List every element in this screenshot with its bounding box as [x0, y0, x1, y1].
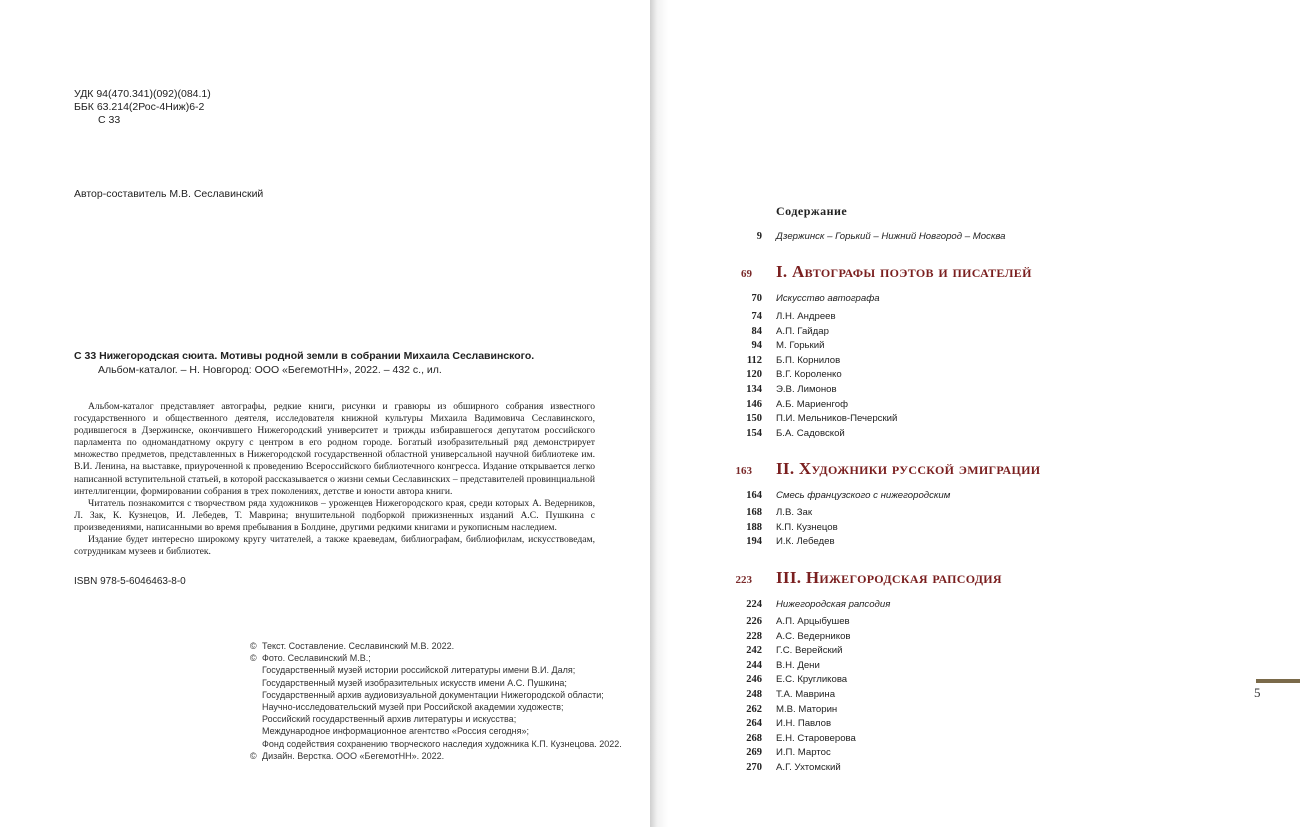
copyright-block [250, 640, 622, 762]
toc-entry[interactable] [650, 645, 1250, 659]
toc-page-number: 9 [756, 231, 762, 242]
toc-entry[interactable] [650, 399, 1250, 413]
toc-page-number: 84 [751, 325, 762, 337]
abstract-paragraph: Альбом-каталог представляет автографы, редкие книги, рисунки и гравюры из обширного собрания известного государственного и общественного деятеля, исследователя книжной культуры Михаила Вадимовича Сеславинского, родившегося в Дзержинске, окончившего Нижегородский университет и трижды избиравшегося депутатом российского парламента по одномандатному округу с центром в его родном городе. Богатый изобразительный ряд демонстрирует множество предметов, представленных в Нижегородской государственной областной универсальной научной библиотеке им. В.И. Ленина, на выставке, приуроченной к проведению Всероссийского библиотечного конгресса. Издание открывается легко написанной вступительной статьей, в которой рассказывается о жизни семьи Сеславинских – представителей провинциальной интеллигенции, формировании собрания в трех поколениях, детстве и юности автора книги. [74, 401, 595, 497]
toc-page-number: 226 [746, 616, 762, 627]
toc-entry[interactable] [650, 762, 1250, 776]
toc-entry[interactable] [650, 369, 1250, 383]
toc-entry-name: Е.С. Кругликова [776, 674, 848, 686]
toc-page-number: 70 [751, 293, 762, 304]
book-gutter-shadow [650, 0, 668, 827]
toc-page-number: 270 [746, 762, 762, 773]
author-sign-line: С 33 [98, 114, 121, 126]
author-line: Автор-составитель М.В. Сеславинский [74, 188, 264, 200]
toc-entry[interactable] [650, 311, 1250, 325]
copyright-design: Дизайн. Верстка. ООО «БегемотНН». 2022. [262, 750, 445, 761]
abstract-paragraph: Читатель познакомится с творчеством ряда художников – уроженцев Нижегородского края, среди которых А. Ведерников, Л. Зак, К. Кузнецов, И. Лебедев, Т. Маврина; внушительной подборкой прижизненных изданий А.С. Пушкина с произведениями, написанными во время пребывания в Болдине, другими редкими книгами и рукописным наследием. [74, 497, 595, 533]
toc-section-title: I. Автографы поэтов и писателей [776, 262, 1032, 281]
photo-source: Государственный архив аудиовизуальной документации Нижегородской области; [262, 689, 604, 700]
toc-section-title: III. Нижегородская рапсодия [776, 568, 1002, 587]
toc-entry-name: И.Н. Павлов [776, 718, 832, 730]
toc-entry[interactable] [650, 490, 1250, 504]
page-number-rule [1256, 679, 1300, 683]
toc-entry-title: Искусство автографа [776, 293, 880, 304]
toc-page-number: 268 [746, 732, 762, 744]
copyright-icon: © [250, 750, 257, 761]
toc-entry[interactable] [650, 355, 1250, 369]
toc-page-number: 244 [746, 659, 762, 671]
copyright-icon: © [250, 641, 257, 651]
toc-entry-name: М. Горький [776, 340, 825, 352]
catalog-title: С 33 Нижегородская сюита. Мотивы родной земли в собрании Михаила Сеславинского. [74, 350, 535, 362]
toc-page-number: 224 [746, 599, 762, 610]
toc-entry-name: И.К. Лебедев [776, 536, 835, 548]
toc-entry-title: Нижегородская рапсодия [776, 599, 891, 610]
toc-section-2[interactable] [650, 459, 1290, 483]
toc-entry[interactable] [650, 733, 1250, 747]
toc-entry[interactable] [650, 747, 1250, 761]
toc-entry[interactable] [650, 616, 1250, 630]
toc-page-number: 94 [751, 340, 762, 352]
toc-entry-name: Э.В. Лимонов [776, 384, 837, 395]
catalog-imprint: Альбом-каталог. – Н. Новгород: ООО «БегемотНН», 2022. – 432 с., ил. [98, 364, 442, 376]
toc-entry[interactable] [650, 384, 1250, 398]
toc-entry[interactable] [650, 718, 1250, 732]
toc-entry-name: Е.Н. Староверова [776, 732, 856, 744]
toc-entry[interactable] [650, 428, 1250, 442]
toc-page-number: 262 [746, 703, 762, 715]
toc-section-page: 163 [735, 465, 752, 477]
photo-source: Государственный музей изобразительных искусств имени А.С. Пушкина; [262, 677, 567, 688]
toc-page-number: 74 [751, 311, 762, 322]
toc-entry-name: Л.Н. Андреев [776, 311, 836, 322]
copyright-text: Текст. Составление. Сеславинский М.В. 2022. [262, 641, 455, 651]
toc-section-page: 69 [741, 268, 752, 280]
udk-line: УДК 94(470.341)(092)(084.1) [74, 88, 211, 100]
toc-entry-name: В.Н. Дени [776, 659, 820, 671]
toc-entry[interactable] [650, 599, 1250, 613]
toc-section-page: 223 [735, 574, 752, 586]
toc-entry[interactable] [650, 674, 1250, 688]
toc-entry[interactable] [650, 326, 1250, 340]
copyright-photo: Фото. Сеславинский М.В.; [262, 653, 371, 664]
copyright-icon: © [250, 653, 257, 664]
toc-entry-name: Г.С. Верейский [776, 645, 843, 657]
page-number: 5 [1254, 685, 1261, 700]
photo-source: Государственный музей истории российской литературы имени В.И. Даля; [262, 665, 576, 676]
toc-entry-name: Л.В. Зак [776, 507, 813, 518]
toc-entry[interactable] [650, 689, 1250, 703]
toc-page-number: 194 [746, 536, 762, 548]
toc-entry-name: А.Г. Ухтомский [776, 762, 841, 773]
toc-entry[interactable] [650, 413, 1250, 427]
toc-entry[interactable] [650, 340, 1250, 354]
toc-entry-name: А.П. Гайдар [776, 325, 829, 337]
toc-page-number: 264 [746, 718, 762, 730]
photo-source: Российский государственный архив литературы и искусства; [262, 714, 517, 725]
toc-entry-title: Дзержинск – Горький – Нижний Новгород – Москва [776, 231, 1006, 242]
toc-entry-name: В.Г. Короленко [776, 369, 842, 381]
toc-title: Содержание [776, 204, 848, 218]
toc-entry-name: А.С. Ведерников [776, 630, 851, 642]
toc-entry[interactable] [650, 704, 1250, 718]
toc-entry[interactable] [650, 507, 1250, 521]
udk-block [74, 88, 211, 127]
toc-page-number: 112 [746, 354, 762, 366]
toc-entry[interactable] [650, 522, 1250, 536]
toc-entry-name: Б.П. Корнилов [776, 354, 841, 366]
toc-section-3[interactable] [650, 568, 1290, 592]
toc-entry[interactable] [650, 536, 1250, 550]
isbn: ISBN 978-5-6046463-8-0 [74, 576, 186, 587]
toc-entry-intro[interactable] [650, 231, 1250, 245]
toc-page-number: 146 [746, 398, 762, 410]
toc-entry-name: И.П. Мартос [776, 747, 831, 759]
toc-page-number: 164 [746, 490, 762, 501]
toc-page-number: 228 [746, 630, 762, 642]
toc-page-number: 246 [746, 674, 762, 686]
toc-page-number: 188 [746, 521, 762, 533]
toc-entry[interactable] [650, 631, 1250, 645]
abstract [74, 401, 595, 558]
toc-entry-name: К.П. Кузнецов [776, 521, 838, 533]
toc-entry-name: М.В. Маторин [776, 703, 838, 715]
toc-entry-name: А.Б. Мариенгоф [776, 398, 848, 410]
toc-page-number: 242 [746, 645, 762, 657]
toc-entry-name: Т.А. Маврина [776, 689, 836, 700]
toc-page-number: 120 [746, 369, 762, 381]
right-page [650, 0, 1300, 827]
toc-page-number: 150 [746, 413, 762, 425]
toc-entry-name: А.П. Арцыбушев [776, 616, 850, 627]
toc-page-number: 248 [746, 689, 762, 700]
toc-entry[interactable] [650, 293, 1250, 307]
toc-entry-name: Б.А. Садовской [776, 427, 845, 439]
toc-section-1[interactable] [650, 262, 1290, 286]
toc-entry-title: Смесь французского с нижегородским [776, 490, 951, 501]
toc-entry[interactable] [650, 660, 1250, 674]
catalog-record [74, 349, 604, 377]
photo-source: Фонд содействия сохранению творческого наследия художника К.П. Кузнецова. 2022. [262, 738, 622, 749]
toc-page-number: 269 [746, 747, 762, 759]
toc-section-title: II. Художники русской эмиграции [776, 459, 1041, 478]
photo-source: Научно-исследовательский музей при Российской академии художеств; [262, 702, 564, 713]
photo-source: Международное информационное агентство «Россия сегодня»; [262, 726, 529, 737]
toc-page-number: 168 [746, 507, 762, 518]
abstract-paragraph: Издание будет интересно широкому кругу читателей, а также краеведам, библиографам, библиофилам, искусствоведам, сотрудникам музеев и библиотек. [74, 534, 595, 558]
toc-page-number: 154 [746, 427, 762, 439]
toc-page-number: 134 [746, 384, 762, 395]
toc-entry-name: П.И. Мельников-Печерский [776, 413, 898, 425]
bbk-line: ББК 63.214(2Рос-4Ниж)6-2 [74, 101, 205, 113]
